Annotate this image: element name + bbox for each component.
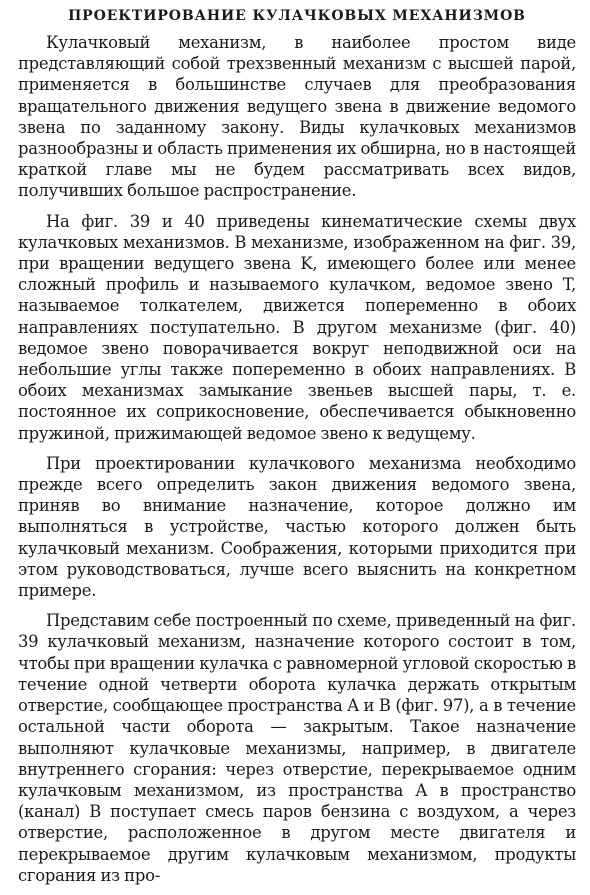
section-title: ПРОЕКТИРОВАНИЕ КУЛАЧКОВЫХ МЕХАНИЗМОВ <box>68 8 526 24</box>
paragraph-1: Кулачковый механизм, в наиболее простом виде представляющий собой трехзвенный механизм с высшей парой, применяется в большинстве случаев для преобразования вращательного движения ведущего звена в движение ведомого звена по заданному закону. Виды кулачковых механизмов разнообразны и область применения их обширна, но в настоящей краткой главе мы не будем рассматривать всех видов, получивших большое распространение. <box>18 33 576 201</box>
paragraph-2: На фиг. 39 и 40 приведены кинематические схемы двух кулачковых механизмов. В механизме, изображенном на фиг. 39, при вращении ведущего звена K, имеющего более или менее сложный профиль и называемого кулачком, ведомое звено T, называемое толкателем, движется попеременно в обоих направлениях поступательно. В другом механизме (фиг. 40) ведомое звено поворачивается вокруг неподвижной оси на небольшие углы также попеременно в обоих направлениях. В обоих механизмах замыкание звеньев высшей пары, т. е. постоянное их соприкосновение, обеспечивается обыкновенно пружиной, прижимающей ведомое звено к ведущему. <box>18 211 576 443</box>
page-body <box>18 6 576 895</box>
paragraph-4: Представим себе построенный по схеме, приведенный на фиг. 39 кулачковый механизм, назначение которого состоит в том, чтобы при вращении кулачка с равномерной угловой скоростью в течение одной четверти оборота кулачка держать открытым отверстие, сообщающее пространства A и B (фиг. 97), а в течение остальной части оборота — закрытым. Такое назначение выполняют кулачковые механизмы, например, в двигателе внутреннего сгорания: через отверстие, перекрываемое одним кулачковым механизмом, из пространства A в пространство (канал) B поступает смесь паров бензина с воздухом, а через отверстие, расположенное в другом месте двигателя и перекрываемое другим кулачковым механизмом, продукты сгорания из про- <box>18 611 577 885</box>
paragraph-3: При проектировании кулачкового механизма необходимо прежде всего определить закон движения ведомого звена, приняв во внимание назначение, которое должно им выполняться в устройстве, частью которого должен быть кулачковый механизм. Соображения, которыми приходится при этом руководствоваться, лучше всего выяснить на конкретном примере. <box>18 453 576 601</box>
